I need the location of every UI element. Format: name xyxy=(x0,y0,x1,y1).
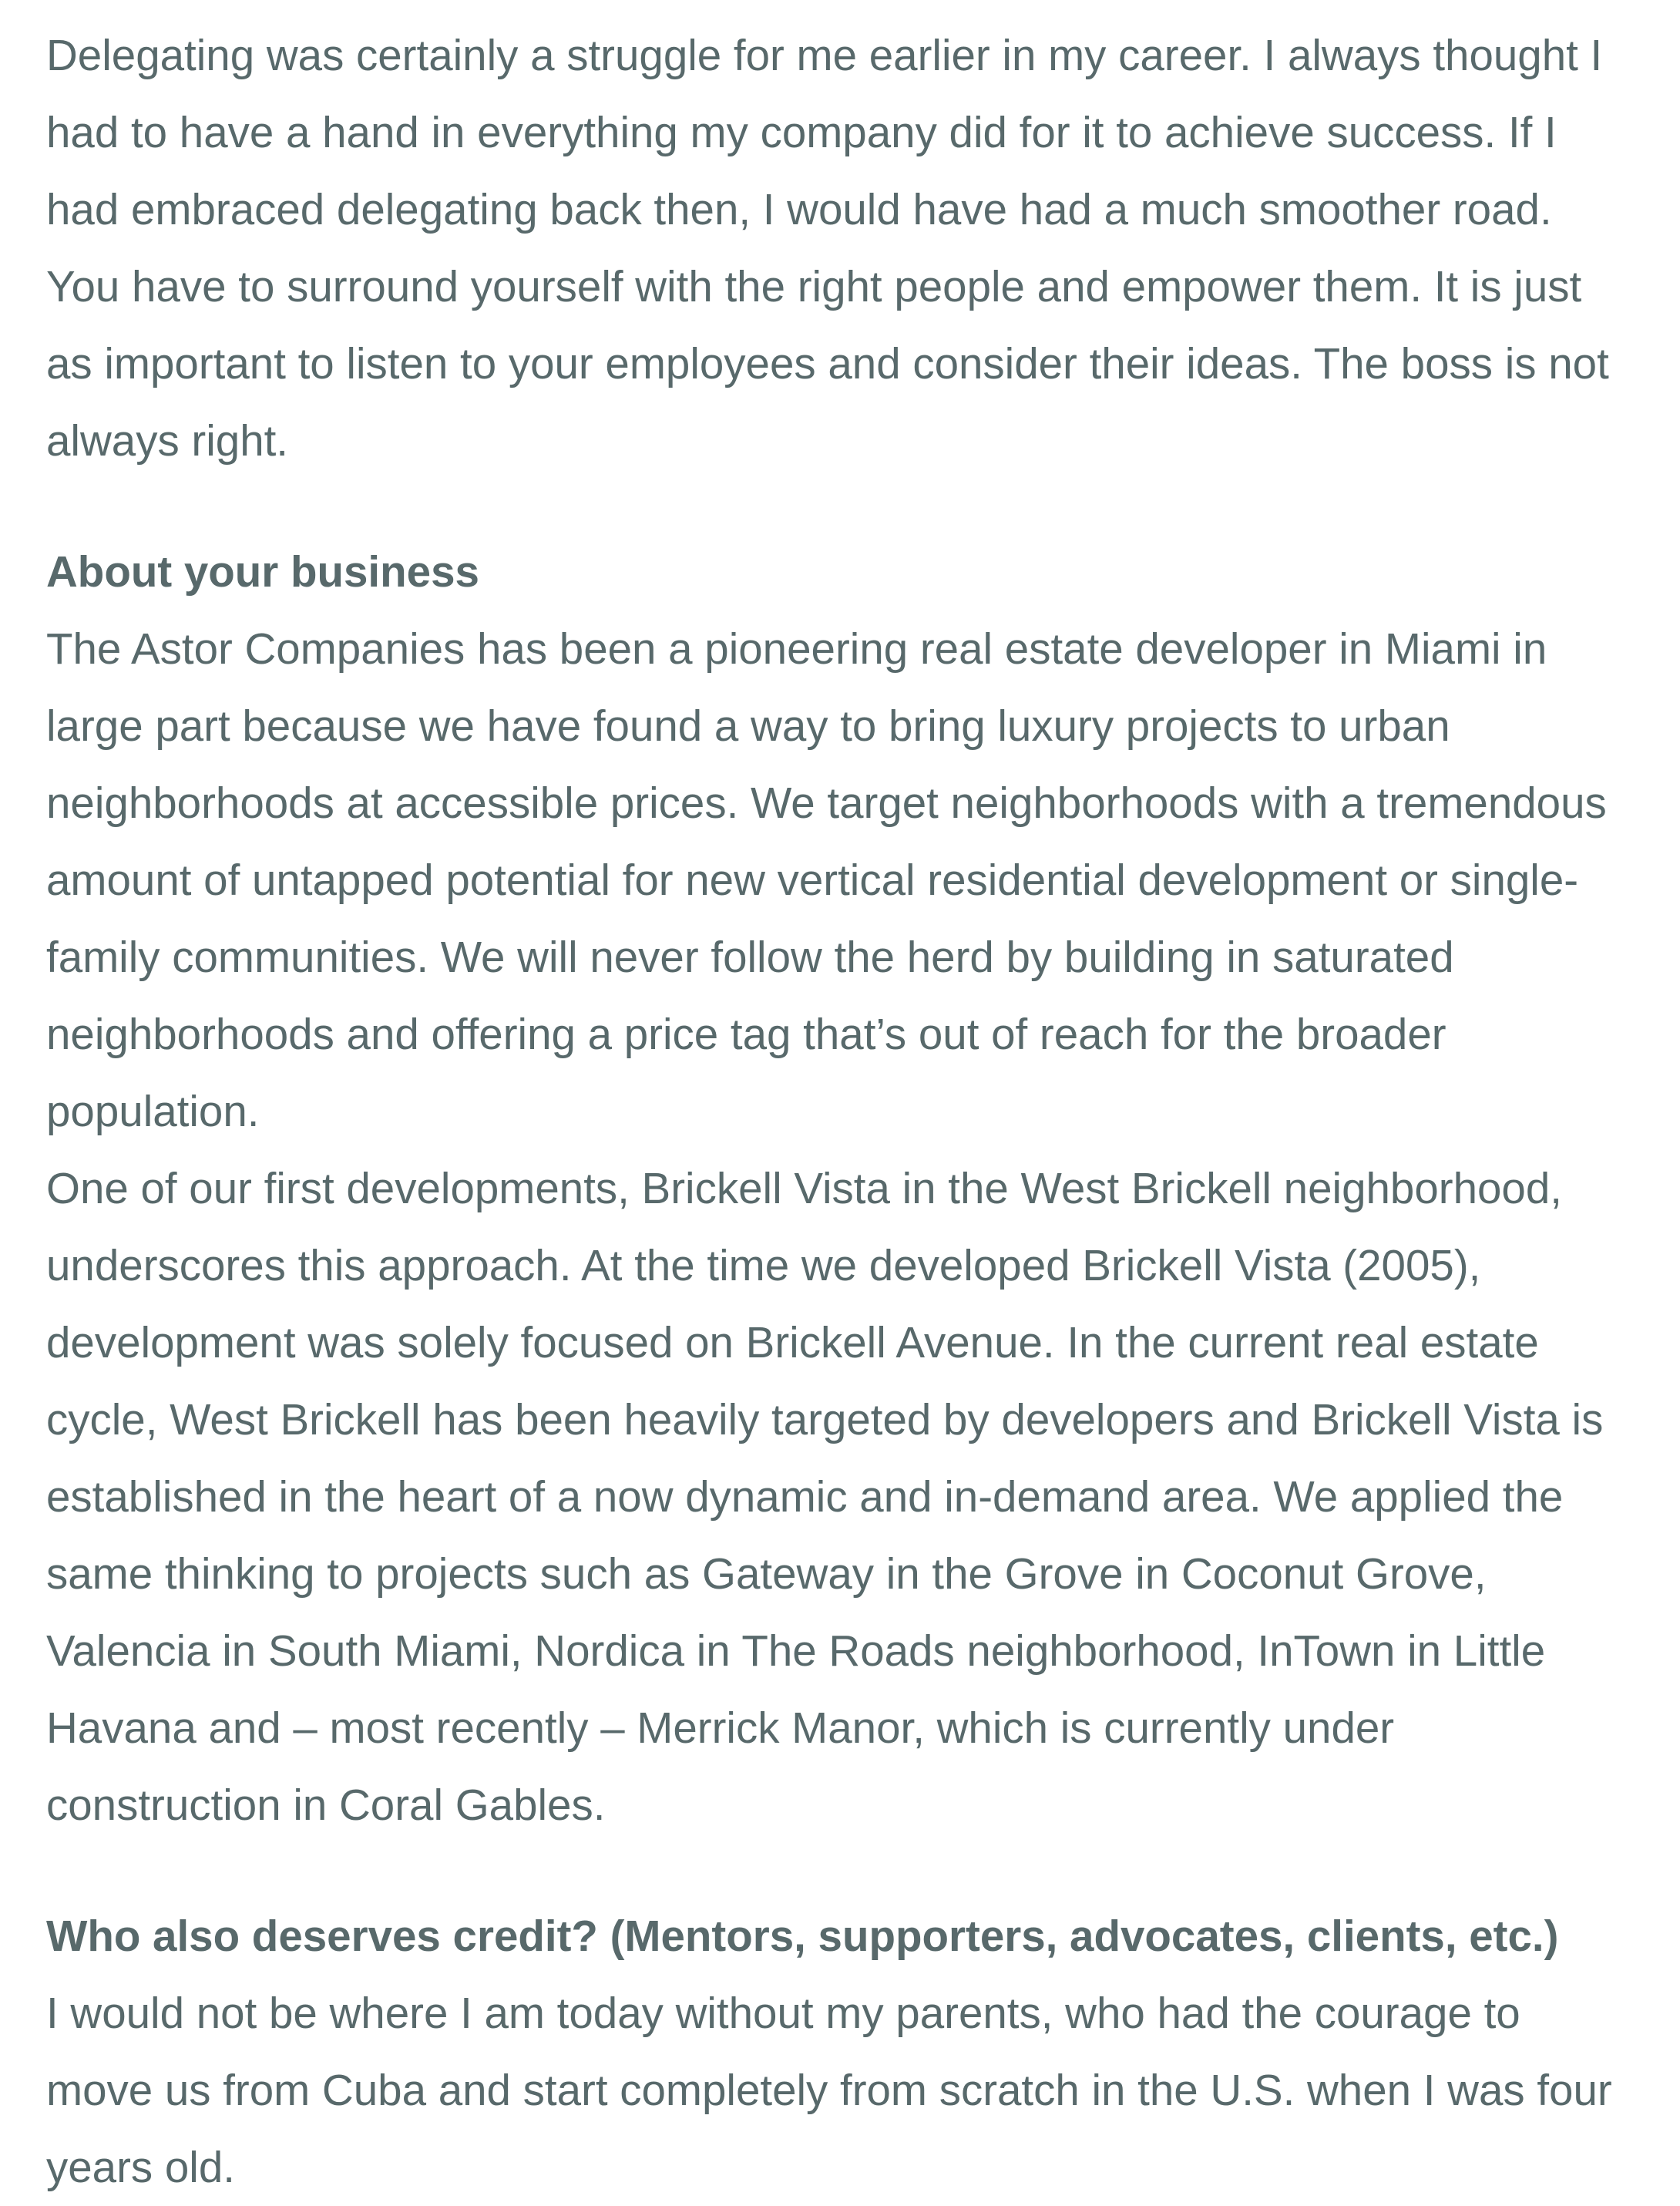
section-heading-who-deserves-credit: Who also deserves credit? (Mentors, supporters, advocates, clients, etc.) xyxy=(46,1912,1559,1960)
section-heading-about-business: About your business xyxy=(46,547,479,596)
credit-paragraph-1: I would not be where I am today without my parents, who had the courage to move us from Cuba and start completely from scratch in the U.S. when I was four years old. xyxy=(46,1989,1612,2191)
about-business-paragraph-2: One of our first developments, Brickell Vista in the West Brickell neighborhood, underscores this approach. At the time we developed Brickell Vista (2005), development was solely focused on Brickell Avenue. In the current real estate cycle, West Brickell has been heavily targeted by developers and Brickell Vista is established in the heart of a now dynamic and in-demand area. We applied the same thinking to projects such as Gateway in the Grove in Coconut Grove, Valencia in South Miami, Nordica in The Roads neighborhood, InTown in Little Havana and – most recently – Merrick Manor, which is currently under construction in Coral Gables. xyxy=(46,1164,1604,1829)
about-business-paragraph-1: The Astor Companies has been a pioneering real estate developer in Miami in large part because we have found a way to bring luxury projects to urban neighborhoods at accessible prices. We target neighborhoods with a tremendous amount of untapped potential for new vertical residential development or single-family communities. We will never follow the herd by building in saturated neighborhoods and offering a price tag that’s out of reach for the broader population. xyxy=(46,624,1607,1135)
intro-paragraph: Delegating was certainly a struggle for me earlier in my career. I always thought I had to have a hand in everything my company did for it to achieve success. If I had embraced delegating back then, I would have had a much smoother road. You have to surround yourself with the right people and empower them. It is just as important to listen to your employees and consider their ideas. The boss is not always right. xyxy=(46,31,1609,465)
article-body xyxy=(46,17,1634,2206)
